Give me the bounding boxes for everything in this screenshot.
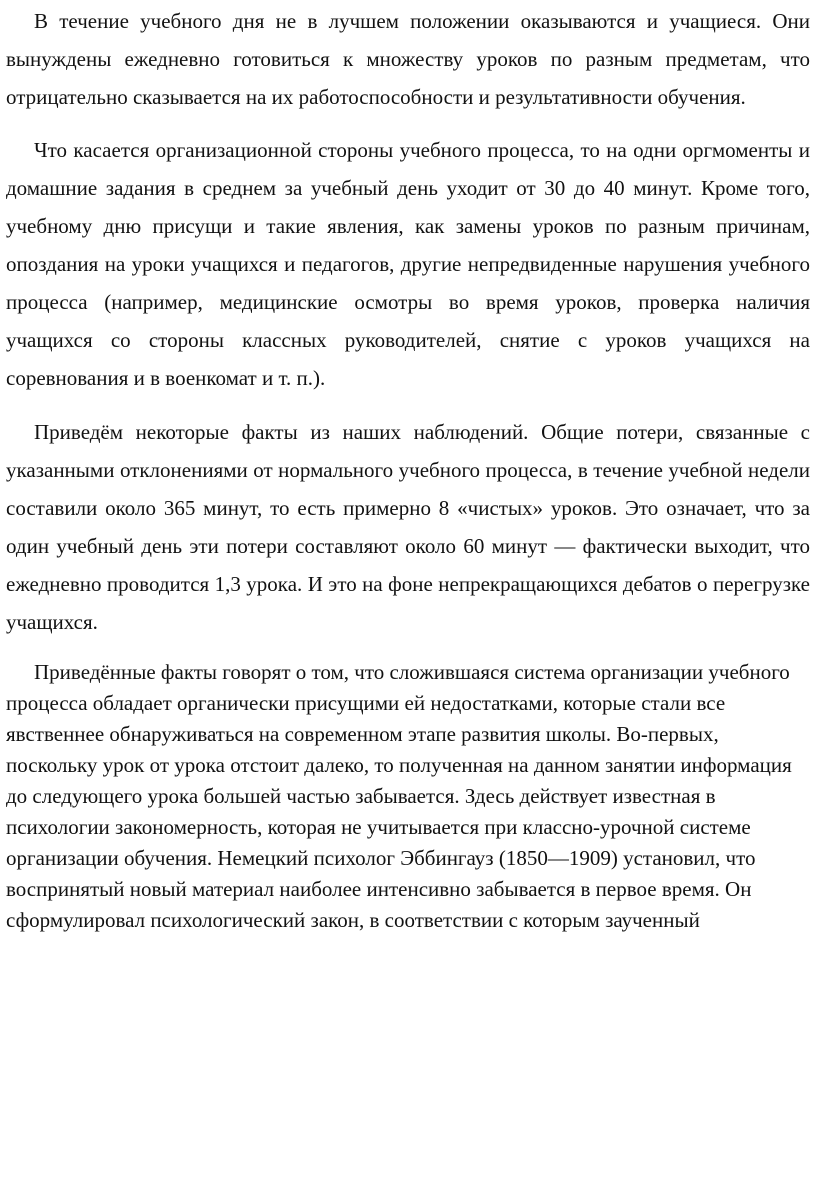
paragraph: Приведём некоторые факты из наших наблюдений. Общие потери, связанные с указанными отклонениями от нормального учебного процесса, в течение учебной недели составили около 365 минут, то есть примерно 8 «чистых» уроков. Это означает, что за один учебный день эти потери составляют около 60 минут — фактически выходит, что ежедневно проводится 1,3 урока. И это на фоне непрекращающихся дебатов о перегрузке учащихся. [6,420,810,634]
paragraph: В течение учебного дня не в лучшем положении оказываются и учащиеся. Они вынуждены ежедневно готовиться к множеству уроков по разным предметам, что отрицательно сказывается на их работоспособности и результативности обучения. [6,9,810,109]
paragraph: Что касается организационной стороны учебного процесса, то на одни оргмоменты и домашние задания в среднем за учебный день уходит от 30 до 40 минут. Кроме того, учебному дню присущи и такие явления, как замены уроков по разным причинам, опоздания на уроки учащихся и педагогов, другие непредвиденные нарушения учебного процесса (например, медицинские осмотры во время уроков, проверка наличия учащихся со стороны классных руководителей, снятие с уроков учащихся на соревнования и в военкомат и т. п.). [6,138,810,390]
paragraph: Приведённые факты говорят о том, что сложившаяся система организации учебного процесса обладает органически присущими ей недостатками, которые стали все явственнее обнаруживаться на современном этапе развития школы. Во-первых, поскольку урок от урока отстоит далеко, то полученная на данном занятии информация до следующего урока большей частью забывается. Здесь действует известная в психологии закономерность, которая не учитывается при классно-урочной системе организации обучения. Немецкий психолог Эббингауз (1850—1909) установил, что воспринятый новый материал наиболее интенсивно забывается в первое время. Он сформулировал психологический закон, в соответствии с которым заученный [6,660,792,932]
